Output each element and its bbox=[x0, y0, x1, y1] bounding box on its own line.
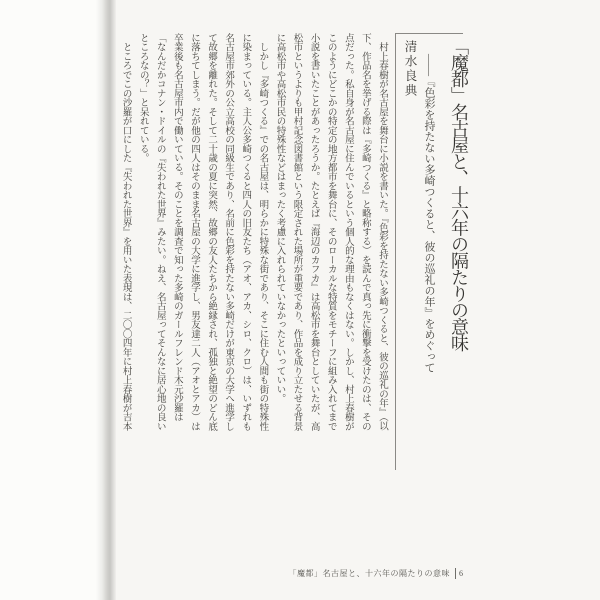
body-text bbox=[116, 33, 390, 445]
body-text-column: て故郷を離れた。そして二十歳の夏に突然、故郷の友人たちから絶縁され、孤独と絶望のどん底 bbox=[206, 33, 217, 431]
body-text-column: 「なんだかコナン・ドイルの『失われた世界』みたい。ねえ、名古屋ってそんなに居心地の良い bbox=[154, 33, 165, 431]
page-edge-shadow bbox=[96, 0, 116, 600]
body-text-column: 名古屋市郊外の公立高校の同級生であり、名前に色彩を持たない多崎だけが東京の大学へ進学し bbox=[223, 33, 234, 431]
body-text-column: 小説を書いたことがあったろうか。たとえば『海辺のカフカ』は高松市を舞台としていたが、高 bbox=[308, 33, 319, 431]
title-rule-horizontal bbox=[395, 33, 463, 34]
body-text-column: ところでこの沙羅が口にした『失われた世界』を用いた表現は、二〇〇四年に村上春樹が吉本 bbox=[120, 33, 131, 431]
body-text-column: に染まっている。主人公多崎つくると四人の旧友たち（アオ、アカ、シロ、クロ）は、いずれも bbox=[240, 33, 251, 431]
body-text-column: ところなの？」と呆れている。 bbox=[137, 33, 148, 163]
running-footer bbox=[0, 568, 463, 579]
chapter-subtitle: ――『色彩を持たない多崎つくると、彼の巡礼の年』をめぐって bbox=[423, 54, 435, 373]
body-text-column: しかし『多崎つくる』での名古屋は、明らかに特殊な街であり、そこに住む人間も街の特殊性 bbox=[257, 33, 268, 431]
body-text-column: に高松市や高松市民の特殊性などはまったく考慮に入れられていなかったといっていい。 bbox=[274, 33, 285, 403]
body-text-column: 卒業後も名古屋市内で働いている。そのことを調査で知った多崎のガールフレンド木元沙羅は bbox=[171, 33, 182, 422]
body-text-column: 松市というよりも甲村記念図書館という限定された場所が重要であり、作品を成り立たせる背景 bbox=[291, 33, 302, 431]
title-rule-vertical bbox=[395, 33, 396, 470]
body-text-column: に落ちてしまう。だが他の四人はそのまま名古屋の大学に進学し、男友達二人（アオとアカ）は bbox=[188, 33, 199, 431]
body-text-column: 点だった。私自身が名古屋に住んでいるという個人的な理由もなくはない。しかし、村上春樹が bbox=[342, 33, 353, 431]
author-name: 清水良典 bbox=[403, 40, 417, 98]
body-text-column: 下、作品名を挙げる際は『多崎つくる』と略称する）を読んで真っ先に衝撃を受けたのは、その bbox=[359, 33, 370, 431]
body-text-column: 村上春樹が名古屋を舞台に小説を書いた。『色彩を持たない多崎つくると、彼の巡礼の年』（以 bbox=[377, 33, 387, 431]
chapter-title: 「魔都」名古屋と、十六年の隔たりの意味 bbox=[449, 37, 469, 351]
body-text-column: このようにどこかの特定の地方都市を舞台に、そのローカルな特質をモチーフに組み入れてまで bbox=[325, 33, 336, 431]
page-number: 6 bbox=[459, 569, 463, 578]
folio-divider bbox=[455, 568, 456, 579]
running-title: 「魔都」名古屋と、十六年の隔たりの意味 bbox=[288, 569, 450, 578]
